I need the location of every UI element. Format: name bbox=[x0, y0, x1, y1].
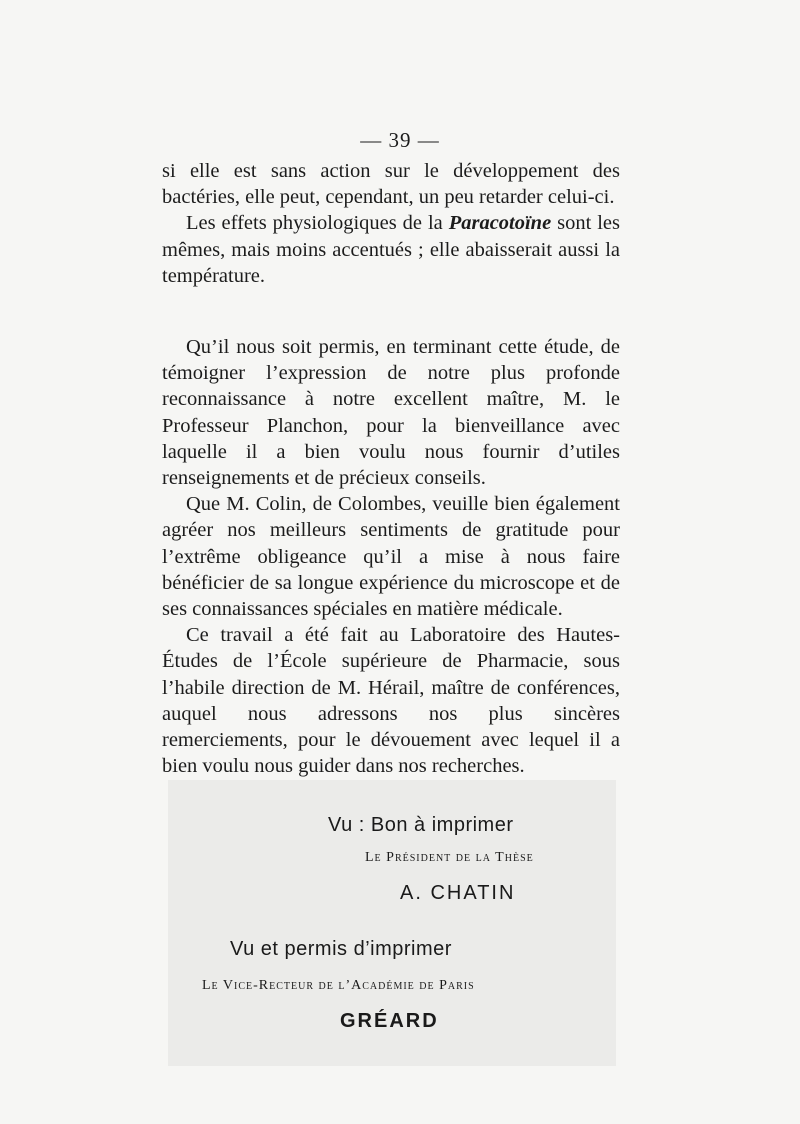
text-block-top bbox=[162, 158, 620, 289]
vice-recteur-name: GRÉARD bbox=[340, 1010, 439, 1032]
paracotoine-text-after: sont les mêmes, mais moins accentués ; elle abaisserait aussi la température. bbox=[162, 212, 620, 287]
paragraph-bacteria: si elle est sans action sur le développement des bactéries, elle peut, cependant, un peu retarder celui-ci. bbox=[162, 160, 620, 209]
paracotoine-text-before: Les effets physiologiques de la bbox=[186, 212, 449, 235]
paracotoine-term: Paracotoïne bbox=[448, 212, 552, 235]
approval-stamp bbox=[168, 780, 616, 1066]
paragraph-colin: Que M. Colin, de Colombes, veuille bien également agréer nos meilleurs sentiments de gratitude pour l’extrême obligeance qu’il a mise à nous faire bénéficier de sa longue expérience du microscope et de ses connaissances spéciales en matière médicale. bbox=[162, 493, 620, 621]
president-name: A. CHATIN bbox=[400, 882, 516, 904]
text-block-acknowledgements bbox=[162, 334, 620, 779]
paragraph-planchon: Qu’il nous soit permis, en terminant cette étude, de témoigner l’expression de notre plus profonde reconnaissance à notre excellent maître, M. le Professeur Planchon, pour la bienveillance avec laquelle il a bien voulu nous fournir d’utiles renseignements et de précieux conseils. bbox=[162, 336, 620, 490]
page-number: — 39 — bbox=[360, 128, 440, 152]
vu-bon-a-imprimer: Vu : Bon à imprimer bbox=[328, 814, 514, 836]
president-title: Le Président de la Thèse bbox=[365, 850, 534, 865]
vice-recteur-title: Le Vice-Recteur de l’Académie de Paris bbox=[202, 978, 475, 993]
paragraph-paracotoine bbox=[162, 210, 620, 289]
vu-et-permis: Vu et permis d’imprimer bbox=[230, 938, 452, 960]
paragraph-herail: Ce travail a été fait au Laboratoire des Hautes-Études de l’École supérieure de Pharmacie, sous l’habile direction de M. Hérail, maître de conférences, auquel nous adressons nos plus sincères remerciements, pour le dévouement avec lequel il a bien voulu nous guider dans nos recherches. bbox=[162, 624, 620, 778]
